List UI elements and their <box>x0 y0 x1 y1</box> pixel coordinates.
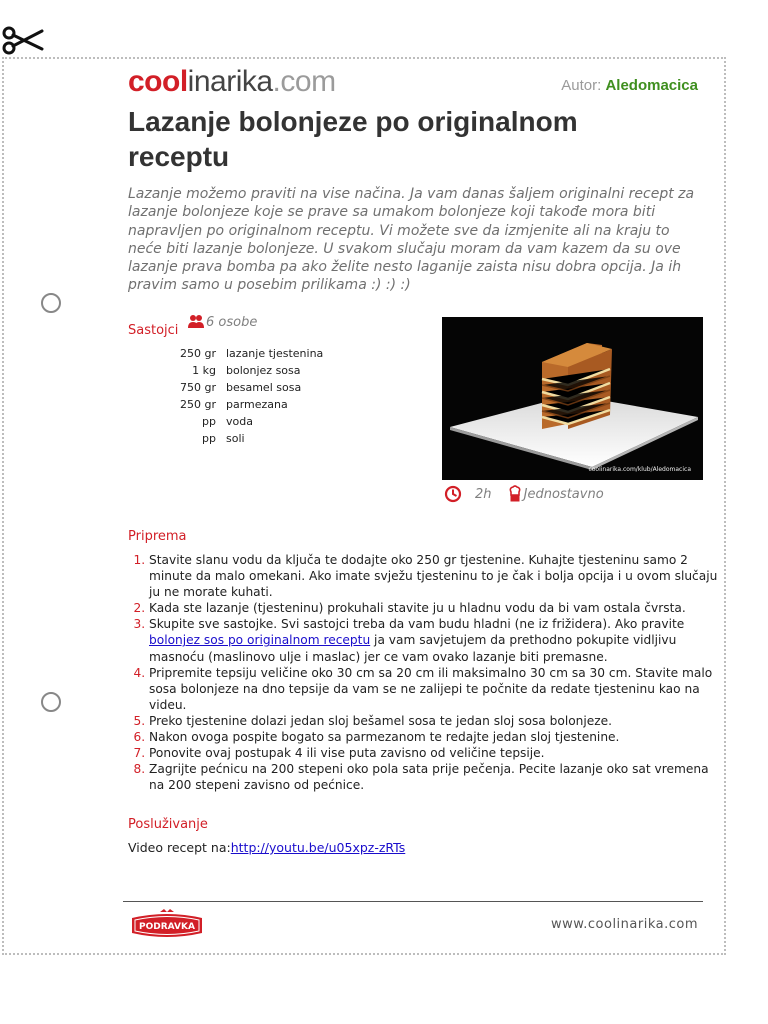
clock-icon <box>444 485 462 503</box>
ingredient-row <box>150 413 323 430</box>
ingredient-name: soli <box>226 432 245 445</box>
ingredient-qty: 1 kg <box>192 364 216 377</box>
preparation-step: 6. Nakon ovoga pospite bogato sa parmezanom te redajte jedan sloj tjestenine. <box>149 729 724 745</box>
preparation-step: 8. Zagrijte pećnicu na 200 stepeni oko pola sata prije pečenja. Pecite lazanje oko sat vremena na 200 stepeni zavisno od pećnice. <box>149 761 724 793</box>
ingredient-qty: 750 gr <box>180 381 216 394</box>
ingredients-table <box>150 345 323 447</box>
recipe-intro: Lazanje možemo praviti na vise načina. Ja vam danas šaljem originalni recept za lazanje bolonjeze koje se prave sa umakom bolonjeze koji takođe mora biti napravljen po originalnom receptu. Vi možete sve da izmjenite ali na kraju to neće biti lazanje bolonjeze. U svakom slučaju moram da vam kazem da su ove lazanje prava bomba pa ako želite nesto laganije zaista nisu dobra opcija. Ja ih pravim samo u posebim prilikama :) :) :) <box>128 186 695 294</box>
podravka-logo[interactable] <box>126 908 208 942</box>
scissors-icon <box>0 22 44 56</box>
site-url[interactable]: www.coolinarika.com <box>551 917 698 932</box>
ingredient-qty: 250 gr <box>180 347 216 360</box>
punch-hole <box>41 692 61 712</box>
recipe-meta <box>444 485 604 507</box>
prep-time <box>444 485 492 503</box>
preparation-step: 7. Ponovite ovaj postupak 4 ili vise puta zavisno od veličine tepsije. <box>149 745 724 761</box>
podravka-logo-text: PODRAVKA <box>139 922 195 932</box>
ingredient-name: lazanje tjestenina <box>226 347 324 360</box>
ingredients-heading: Sastojci <box>128 323 179 338</box>
photo-caption: coolinarika.com/klub/Aledomacica <box>588 466 691 473</box>
ingredient-name: voda <box>226 415 253 428</box>
preparation-step: 1. Stavite slanu vodu da ključa te dodajte oko 250 gr tjestenine. Kuhajte tjesteninu samo 2 minute da malo omekani. Ako imate svježu tjesteninu to je čak i bolja opcija i u ovom slučaju ju ne morate kuhati. <box>149 552 724 600</box>
punch-hole <box>41 293 61 313</box>
ingredient-qty: 250 gr <box>180 398 216 411</box>
recipe-photo <box>442 317 703 480</box>
serving-text <box>128 840 405 855</box>
people-icon <box>187 314 205 329</box>
ingredient-row <box>150 345 323 362</box>
ingredient-qty: pp <box>202 432 216 445</box>
logo-part: .com <box>272 65 336 98</box>
footer-divider <box>123 901 703 902</box>
preparation-steps <box>128 552 724 793</box>
prep-time-value: 2h <box>475 486 492 502</box>
logo-part: inarika <box>187 65 273 98</box>
preparation-step: 4. Pripremite tepsiju veličine oko 30 cm sa 20 cm ili maksimalno 30 cm sa 30 cm. Stavite malo sosa bolonjeze na dno tepsije da vam se ne zalijepi te počnite da redate tjesteninu kao na videu. <box>149 665 724 713</box>
ingredient-row <box>150 396 323 413</box>
bolognese-recipe-link[interactable]: bolonjez sos po originalnom receptu <box>149 633 371 648</box>
ingredient-row <box>150 430 323 447</box>
author-label: Autor: <box>561 77 602 94</box>
serving-heading: Posluživanje <box>128 817 208 832</box>
servings <box>187 314 257 330</box>
preparation-heading: Priprema <box>128 529 187 544</box>
preparation-step: 2. Kada ste lazanje (tjesteninu) prokuhali stavite ju u hladnu vodu da bi vam ostala čvrsta. <box>149 600 724 616</box>
ingredient-qty: pp <box>202 415 216 428</box>
recipe-title: Lazanje bolonjeze po originalnom receptu <box>128 106 578 172</box>
logo-part: cool <box>128 65 188 98</box>
preparation-step: 5. Preko tjestenine dolazi jedan sloj bešamel sosa te jedan sloj sosa bolonjeze. <box>149 713 724 729</box>
servings-text: 6 osobe <box>206 315 258 330</box>
author-name[interactable]: Aledomacica <box>605 77 698 94</box>
ingredient-row <box>150 362 323 379</box>
chef-hat-icon <box>508 485 522 503</box>
coolinarika-logo[interactable] <box>128 64 336 100</box>
ingredient-name: bolonjez sosa <box>226 364 301 377</box>
step-text: Skupite sve sastojke. Svi sastojci treba da vam budu hladni (ne iz frižidera). Ako pravite <box>149 617 685 632</box>
author-line <box>561 77 698 94</box>
video-label: Video recept na: <box>128 840 231 855</box>
preparation-step <box>149 616 724 664</box>
video-link[interactable]: http://youtu.be/u05xpz-zRTs <box>230 840 406 855</box>
difficulty-value: Jednostavno <box>523 486 604 502</box>
ingredient-name: parmezana <box>226 398 288 411</box>
lasagna-image <box>442 317 703 480</box>
ingredient-row <box>150 379 323 396</box>
ingredient-name: besamel sosa <box>226 381 302 394</box>
difficulty <box>508 485 604 503</box>
step-text: ja vam savjetujem da prethodno pokupite vidljivu masnoću (maslinovo ulje i maslac) jer ce vam ovako lazanje biti premasne. <box>149 633 677 664</box>
